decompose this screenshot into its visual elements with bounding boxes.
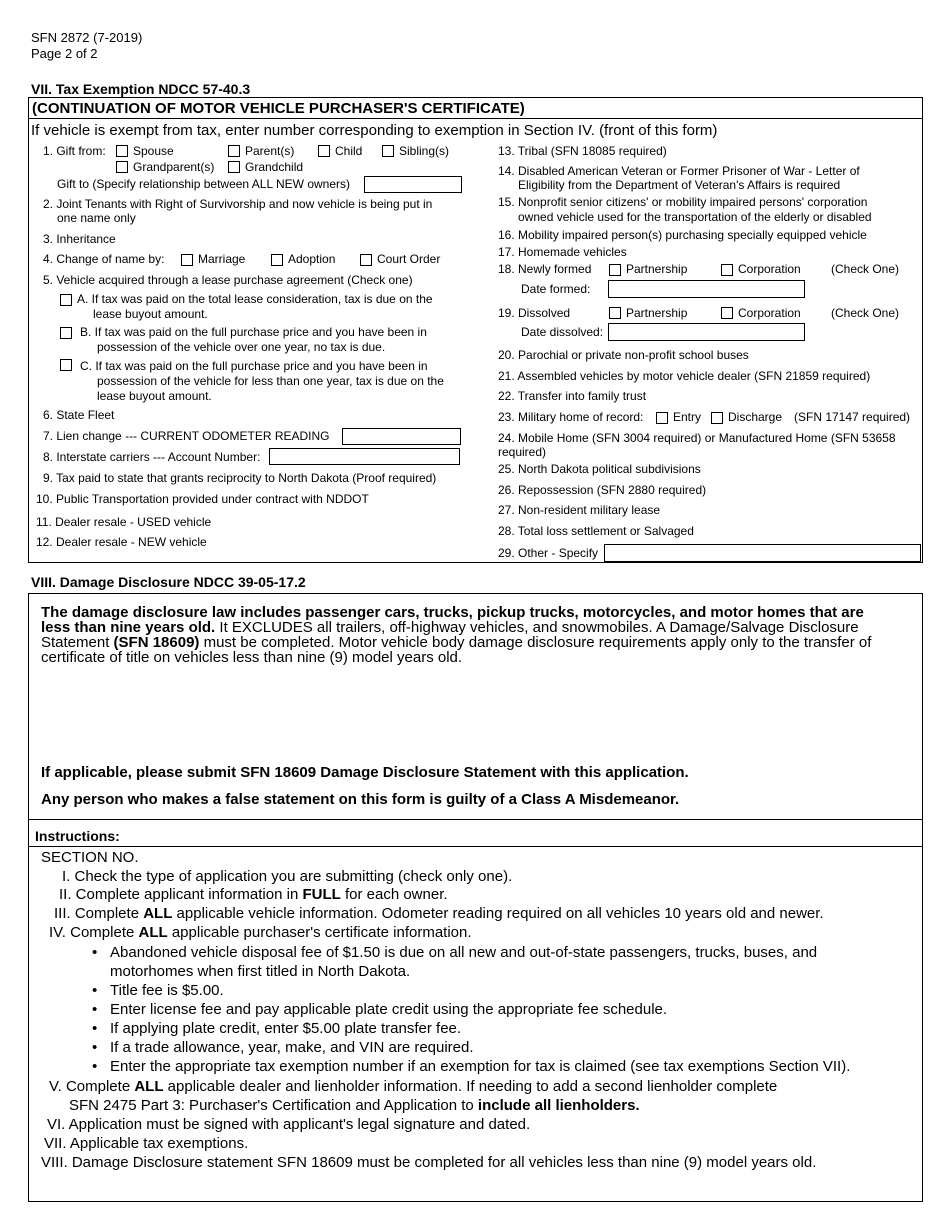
instruction-4-b: ALL [138, 924, 168, 941]
item-8-label: 8. Interstate carriers --- Account Number: [43, 450, 261, 464]
item-15-line2: owned vehicle used for the transportation of the elderly or disabled [518, 210, 872, 224]
item-5b-line1: B. If tax was paid on the full purchase price and you have been in [80, 325, 427, 339]
grandchild-checkbox[interactable] [228, 161, 240, 173]
bullet-icon: • [92, 1020, 98, 1037]
court-order-checkbox[interactable] [360, 254, 372, 266]
item-14-line1: 14. Disabled American Veteran or Former Prisoner of War - Letter of [498, 164, 860, 178]
parents-checkbox[interactable] [228, 145, 240, 157]
dissolved-corporation-label: Corporation [738, 306, 801, 320]
instruction-2 [59, 886, 448, 903]
disclosure-line2-bold: less than nine years old. [41, 619, 216, 636]
bullet-icon: • [92, 1039, 98, 1056]
item-5: 5. Vehicle acquired through a lease purchase agreement (Check one) [43, 273, 413, 287]
section-7-intro: If vehicle is exempt from tax, enter number corresponding to exemption in Section IV. (front of this form) [31, 122, 718, 139]
item-11: 11. Dealer resale - USED vehicle [36, 515, 212, 529]
bullet-3: Enter license fee and pay applicable plate credit using the appropriate fee schedule. [110, 1001, 668, 1018]
bullet-6: Enter the appropriate tax exemption number if an exemption for tax is claimed (see tax exemptions Section VII). [110, 1058, 851, 1075]
military-entry-checkbox[interactable] [656, 412, 668, 424]
item-24-line1: 24. Mobile Home (SFN 3004 required) or Manufactured Home (SFN 53658 [498, 431, 896, 445]
item-5a-line2: lease buyout amount. [93, 307, 208, 321]
page-number: Page 2 of 2 [31, 46, 98, 61]
bullet-2: Title fee is $5.00. [110, 982, 224, 999]
account-number-field[interactable] [269, 448, 460, 465]
bullet-icon: • [92, 1001, 98, 1018]
disclosure-line3-bold: (SFN 18609) [113, 634, 200, 651]
item-17: 17. Homemade vehicles [498, 245, 627, 259]
bullet-1-line2: motorhomes when first titled in North Dakota. [110, 963, 411, 980]
item-22: 22. Transfer into family trust [498, 389, 647, 403]
gift-to-field[interactable] [364, 176, 462, 193]
instruction-3-c: applicable vehicle information. Odometer reading required on all vehicles 10 years old and newer. [172, 905, 824, 922]
item-20: 20. Parochial or private non-profit school buses [498, 348, 749, 362]
item-4-label: 4. Change of name by: [43, 252, 165, 266]
instruction-5-a: V. Complete [49, 1078, 135, 1095]
instruction-4-c: applicable purchaser's certificate information. [167, 924, 472, 941]
instruction-3-a: III. Complete [54, 905, 144, 922]
instruction-5-line1 [49, 1078, 777, 1095]
item-6: 6. State Fleet [43, 408, 115, 422]
item-16: 16. Mobility impaired person(s) purchasing specially equipped vehicle [498, 228, 867, 242]
instruction-5-c: applicable dealer and lienholder information. If needing to add a second lienholder complete [163, 1078, 778, 1095]
item-19-label: 19. Dissolved [498, 306, 571, 320]
item-21: 21. Assembled vehicles by motor vehicle dealer (SFN 21859 required) [498, 369, 871, 383]
applicable-note: If applicable, please submit SFN 18609 Damage Disclosure Statement with this application. [41, 764, 689, 781]
military-discharge-checkbox[interactable] [711, 412, 723, 424]
item-7-label: 7. Lien change --- CURRENT ODOMETER READING [43, 429, 330, 443]
grandparents-label: Grandparent(s) [133, 160, 215, 174]
item-13: 13. Tribal (SFN 18085 required) [498, 144, 667, 158]
item-5c-line3: lease buyout amount. [97, 389, 212, 403]
newly-formed-corporation-label: Corporation [738, 262, 801, 276]
form-id: SFN 2872 (7-2019) [31, 30, 143, 45]
gift-to-label: Gift to (Specify relationship between ALL NEW owners) [57, 177, 351, 191]
lease-b-checkbox[interactable] [60, 327, 72, 339]
item-2-line1: 2. Joint Tenants with Right of Survivorship and now vehicle is being put in [43, 197, 433, 211]
newly-formed-partnership-label: Partnership [626, 262, 688, 276]
instruction-1: I. Check the type of application you are submitting (check only one). [62, 868, 513, 885]
instruction-4-a: IV. Complete [49, 924, 139, 941]
item-24-line2: required) [498, 445, 547, 459]
instruction-2-a: II. Complete applicant information in [59, 886, 303, 903]
dissolved-partnership-checkbox[interactable] [609, 307, 621, 319]
instruction-2-c: for each owner. [340, 886, 448, 903]
date-formed-field[interactable] [608, 280, 805, 298]
newly-formed-corporation-checkbox[interactable] [721, 264, 733, 276]
lease-c-checkbox[interactable] [60, 359, 72, 371]
dissolved-partnership-label: Partnership [626, 306, 688, 320]
item-9: 9. Tax paid to state that grants reciprocity to North Dakota (Proof required) [43, 471, 437, 485]
instruction-3 [54, 905, 824, 922]
odometer-reading-field[interactable] [342, 428, 461, 445]
adoption-checkbox[interactable] [271, 254, 283, 266]
item-29-label: 29. Other - Specify [498, 546, 599, 560]
item-10: 10. Public Transportation provided under contract with NDDOT [36, 492, 369, 506]
item-25: 25. North Dakota political subdivisions [498, 462, 701, 476]
sfn-17147-note: (SFN 17147 required) [794, 410, 911, 424]
bullet-1-line1: Abandoned vehicle disposal fee of $1.50 is due on all new and out-of-state passengers, trucks, buses, and [110, 944, 818, 961]
disclosure-line4: certificate of title on vehicles less than nine (9) model years old. [41, 649, 463, 666]
military-entry-label: Entry [673, 410, 702, 424]
instruction-5-d: SFN 2475 Part 3: Purchaser's Certification and Application to [69, 1097, 478, 1114]
disclosure-line3-text-b: must be completed. Motor vehicle body damage disclosure requirements apply only to the transfer of [199, 634, 872, 651]
item-26: 26. Repossession (SFN 2880 required) [498, 483, 707, 497]
item-15-line1: 15. Nonprofit senior citizens' or mobility impaired persons' corporation [498, 195, 868, 209]
item-5a-line1: A. If tax was paid on the total lease consideration, tax is due on the [77, 292, 433, 306]
disclosure-line3-text-a: Statement [41, 634, 114, 651]
adoption-label: Adoption [288, 252, 336, 266]
newly-formed-check-one: (Check One) [831, 262, 900, 276]
instruction-5-b: ALL [134, 1078, 164, 1095]
item-27: 27. Non-resident military lease [498, 503, 661, 517]
other-specify-field[interactable] [604, 544, 921, 562]
date-formed-label: Date formed: [521, 282, 591, 296]
marriage-checkbox[interactable] [181, 254, 193, 266]
grandchild-label: Grandchild [245, 160, 304, 174]
siblings-checkbox[interactable] [382, 145, 394, 157]
section-7-title: VII. Tax Exemption NDCC 57-40.3 [31, 81, 251, 97]
bullet-icon: • [92, 982, 98, 999]
instruction-3-b: ALL [143, 905, 173, 922]
section-7-subtitle: (CONTINUATION OF MOTOR VEHICLE PURCHASER'S CERTIFICATE) [32, 100, 525, 117]
court-order-label: Court Order [377, 252, 441, 266]
lease-a-checkbox[interactable] [60, 294, 72, 306]
instruction-2-b: FULL [302, 886, 341, 903]
newly-formed-partnership-checkbox[interactable] [609, 264, 621, 276]
child-label: Child [335, 144, 363, 158]
child-checkbox[interactable] [318, 145, 330, 157]
disclosure-line1-bold: The damage disclosure law includes passenger cars, trucks, pickup trucks, motorcycles, and motor homes that are [41, 604, 864, 621]
spouse-checkbox[interactable] [116, 145, 128, 157]
item-1-label: 1. Gift from: [43, 144, 106, 158]
instruction-6: VI. Application must be signed with applicant's legal signature and dated. [47, 1116, 531, 1133]
dissolved-corporation-checkbox[interactable] [721, 307, 733, 319]
item-3: 3. Inheritance [43, 232, 116, 246]
item-2-line2: one name only [57, 211, 136, 225]
item-5c-line2: possession of the vehicle for less than one year, tax is due on the [97, 374, 444, 388]
siblings-label: Sibling(s) [399, 144, 450, 158]
item-5b-line2: possession of the vehicle over one year, no tax is due. [97, 340, 386, 354]
grandparents-checkbox[interactable] [116, 161, 128, 173]
instruction-7: VII. Applicable tax exemptions. [44, 1135, 249, 1152]
disclosure-line2-text: It EXCLUDES all trailers, off-highway vehicles, and snowmobiles. A Damage/Salvage Disclosure [215, 619, 859, 636]
date-dissolved-label: Date dissolved: [521, 325, 604, 339]
marriage-label: Marriage [198, 252, 246, 266]
instructions-title: Instructions: [35, 828, 120, 844]
item-12: 12. Dealer resale - NEW vehicle [36, 535, 207, 549]
spouse-label: Spouse [133, 144, 174, 158]
section-8-title: VIII. Damage Disclosure NDCC 39-05-17.2 [31, 574, 306, 590]
bullet-4: If applying plate credit, enter $5.00 plate transfer fee. [110, 1020, 462, 1037]
item-5c-line1: C. If tax was paid on the full purchase price and you have been in [80, 359, 428, 373]
bullet-icon: • [92, 944, 98, 961]
date-dissolved-field[interactable] [608, 323, 805, 341]
instruction-5-e: include all lienholders. [477, 1097, 640, 1114]
military-discharge-label: Discharge [728, 410, 783, 424]
section-no-label: SECTION NO. [41, 849, 139, 866]
bullet-icon: • [92, 1058, 98, 1075]
instruction-4 [49, 924, 472, 941]
instruction-5-line2 [69, 1097, 640, 1114]
false-statement-note: Any person who makes a false statement on this form is guilty of a Class A Misdemeanor. [41, 791, 680, 808]
bullet-5: If a trade allowance, year, make, and VIN are required. [110, 1039, 474, 1056]
item-18-label: 18. Newly formed [498, 262, 592, 276]
item-28: 28. Total loss settlement or Salvaged [498, 524, 694, 538]
item-23-label: 23. Military home of record: [498, 410, 644, 424]
parents-label: Parent(s) [245, 144, 295, 158]
dissolved-check-one: (Check One) [831, 306, 900, 320]
instruction-8: VIII. Damage Disclosure statement SFN 18609 must be completed for all vehicles less than nine (9) model years old. [41, 1154, 817, 1171]
item-14-line2: Eligibility from the Department of Veteran's Affairs is required [518, 178, 841, 192]
